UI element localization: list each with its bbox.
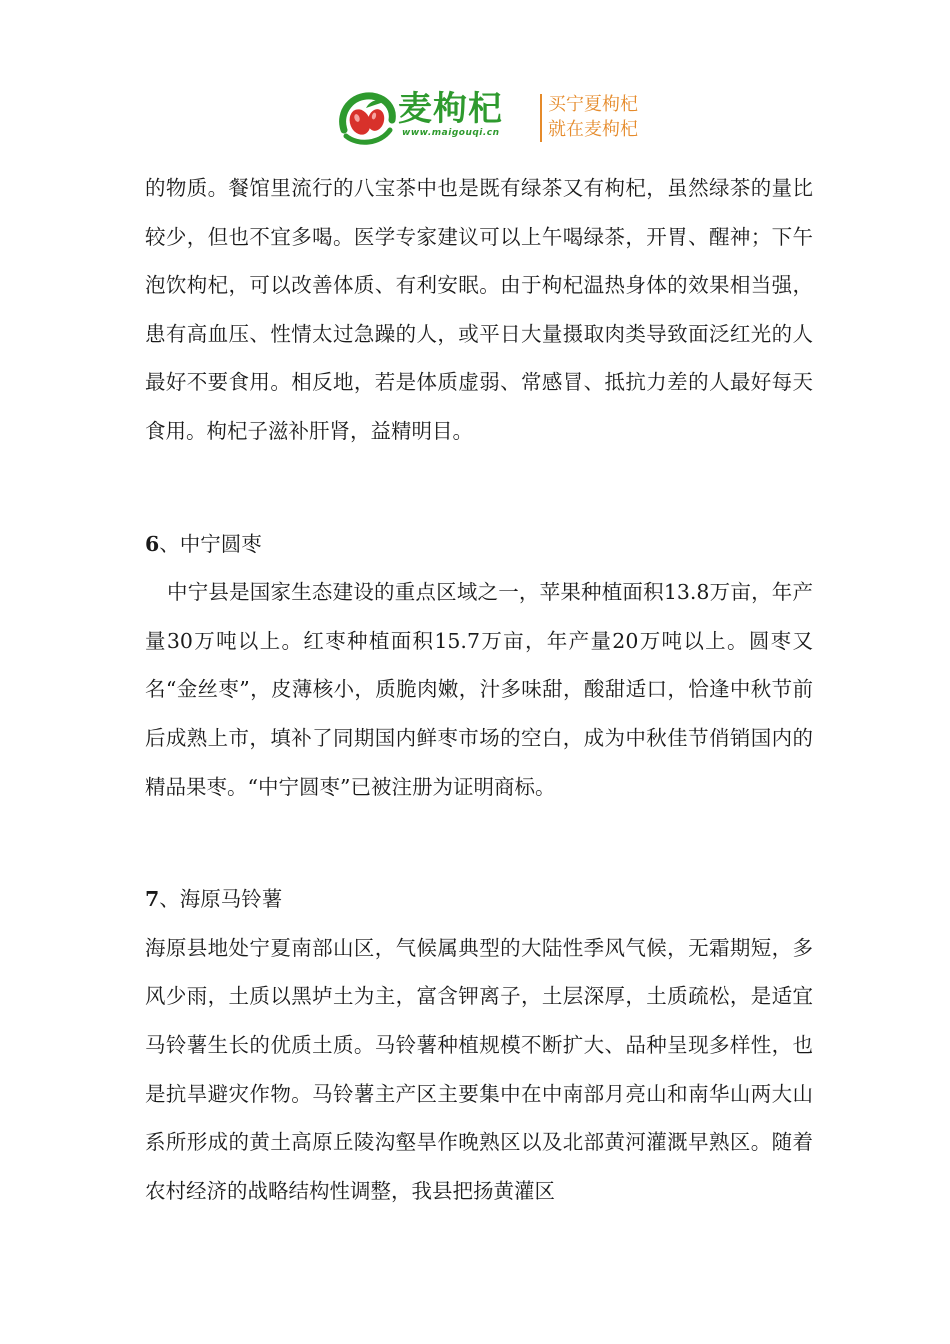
logo-divider — [540, 94, 542, 142]
intro-paragraph: 的物质。餐馆里流行的八宝茶中也是既有绿茶又有枸杞，虽然绿茶的量比较少，但也不宜多喝。医学专家建议可以上午喝绿茶，开胃、醒神；下午泡饮枸杞，可以改善体质、有利安眠。由于枸杞温热身体的效果相当强，患有高血压、性情太过急躁的人，或平日大量摄取肉类导致面泛红光的人最好不要食用。相反地，若是体质虚弱、常感冒、抵抗力差的人最好每天食用。枸杞子滋补肝肾，益精明目。 — [145, 176, 813, 443]
document-body — [145, 164, 813, 1215]
goji-berry-logo-icon — [336, 90, 398, 146]
section-7-heading — [145, 875, 813, 924]
section-spacer — [145, 456, 813, 520]
section-6-title: 、中宁圆枣 — [159, 531, 262, 556]
section-spacer — [145, 811, 813, 875]
section-6-heading — [145, 520, 813, 569]
slogan-line-1: 买宁夏枸杞 — [548, 94, 638, 115]
site-logo — [336, 88, 652, 148]
section-6-number: 6 — [145, 531, 160, 556]
section-7-paragraph: 海原县地处宁夏南部山区，气候属典型的大陆性季风气候，无霜期短，多风少雨，土质以黑垆土为主，富含钾离子，土层深厚，土质疏松，是适宜马铃薯生长的优质土质。马铃薯种植规模不断扩大、品种呈现多样性，也是抗旱避灾作物。马铃薯主产区主要集中在中南部月亮山和南华山两大山系所形成的黄土高原丘陵沟壑旱作晚熟区以及北部黄河灌溉早熟区。随着农村经济的战略结构性调整，我县把扬黄灌区 — [145, 935, 813, 1203]
slogan-line-2: 就在麦枸杞 — [548, 119, 638, 140]
section-7-title: 、海原马铃薯 — [159, 887, 283, 912]
section-6-paragraph: 中宁县是国家生态建设的重点区域之一，苹果种植面积13.8万亩，年产量30万吨以上。红枣种植面积15.7万亩，年产量20万吨以上。圆枣又名“金丝枣”，皮薄核小，质脆肉嫩，汁多味甜，酸甜适口，恰逢中秋节前后成熟上市，填补了同期国内鲜枣市场的空白，成为中秋佳节俏销国内的精品果枣。“中宁圆枣”已被注册为证明商标。 — [145, 580, 813, 799]
brand-url: www.maigouqi.cn — [402, 128, 500, 138]
brand-name: 麦枸杞 — [398, 89, 503, 129]
section-7-number: 7 — [145, 887, 160, 912]
